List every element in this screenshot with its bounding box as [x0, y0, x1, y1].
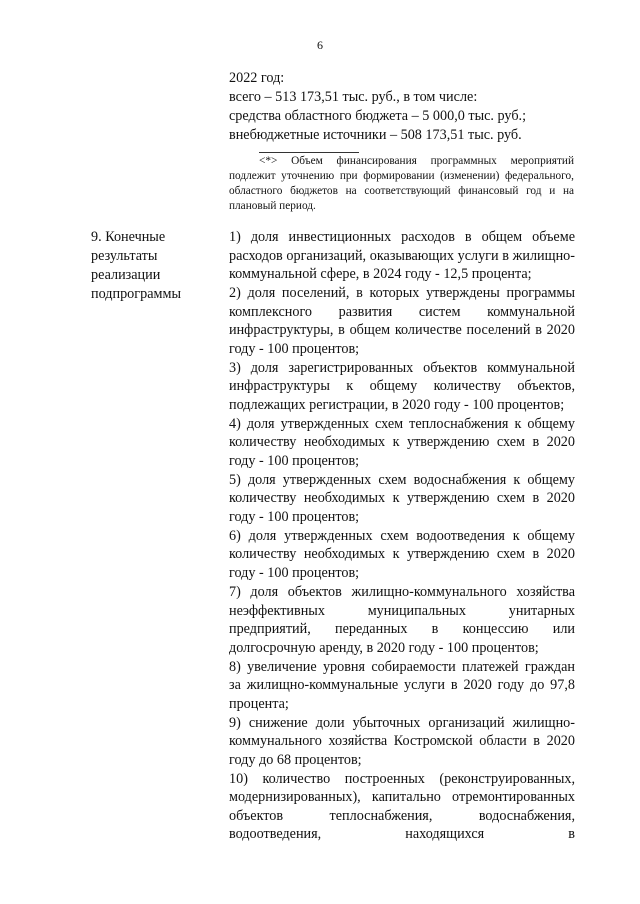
- results-list: [229, 228, 575, 844]
- footnote: [229, 154, 574, 214]
- result-item: 9) снижение доли убыточных организаций жилищно-коммунального хозяйства Костромской области в 2020 году до 68 процентов;: [229, 714, 575, 768]
- footnote-separator: [259, 152, 359, 153]
- result-item: 10) количество построенных (реконструированных, модернизированных), капитально отремонтированных объектов теплоснабжения, водоснабжения, водоотведения, находящихся в: [229, 770, 575, 843]
- result-item: 6) доля утвержденных схем водоотведения к общему количеству необходимых к утверждению схем в 2020 году - 100 процентов;: [229, 527, 575, 581]
- funding-total: всего – 513 173,51 тыс. руб., в том числе:: [229, 89, 478, 105]
- result-item: 8) увеличение уровня собираемости платежей граждан за жилищно-коммунальные услуги в 2020 году до 97,8 процента;: [229, 658, 575, 712]
- page-number: 6: [317, 38, 323, 52]
- funding-block: [229, 69, 574, 145]
- result-item: 2) доля поселений, в которых утверждены программы комплексного развития систем коммунальной инфраструктуры, в общем количестве поселений в 2020 году - 100 процентов;: [229, 285, 575, 357]
- footnote-text: <*> Объем финансирования программных мероприятий подлежит уточнению при формировании (изменении) федерального, областного бюджетов на соответствующий финансовый год и на плановый период.: [229, 155, 574, 212]
- result-item: 1) доля инвестиционных расходов в общем объеме расходов организаций, оказывающих услуги в жилищно-коммунальной сфере, в 2024 году - 12,5 процента;: [229, 229, 575, 282]
- result-item: 3) доля зарегистрированных объектов коммунальной инфраструктуры к общему количеству объектов, подлежащих регистрации, в 2020 году - 100 процентов;: [229, 359, 575, 413]
- funding-extrabudget: внебюджетные источники – 508 173,51 тыс. руб.: [229, 127, 522, 143]
- funding-year: 2022 год:: [229, 70, 285, 86]
- funding-regional: средства областного бюджета – 5 000,0 тыс. руб.;: [229, 108, 527, 124]
- result-item: 4) доля утвержденных схем теплоснабжения к общему количеству необходимых к утверждению схем в 2020 году - 100 процентов;: [229, 415, 575, 469]
- result-item: 7) доля объектов жилищно-коммунального хозяйства неэффективных муниципальных унитарных предприятий, переданных в концессию или долгосрочную аренду, в 2020 году - 100 процентов;: [229, 584, 575, 656]
- result-item: 5) доля утвержденных схем водоснабжения к общему количеству необходимых к утверждению схем в 2020 году - 100 процентов;: [229, 471, 575, 525]
- section-label: 9. Конечные результаты реализации подпрограммы: [91, 229, 181, 302]
